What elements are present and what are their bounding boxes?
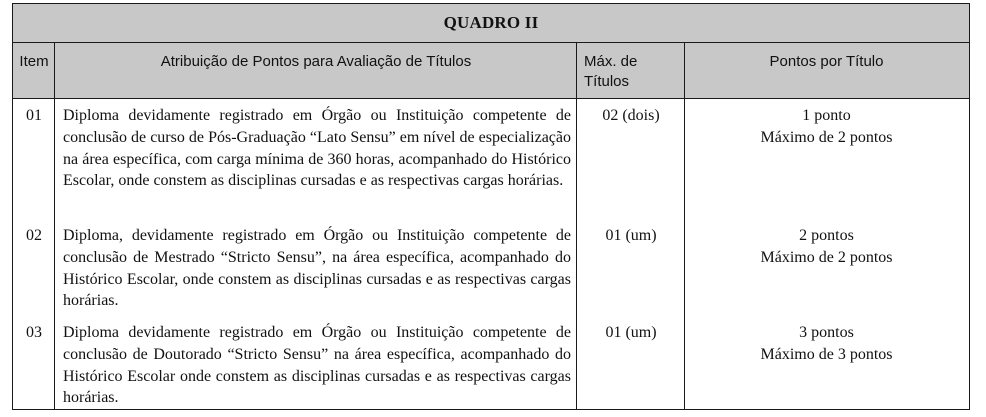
- row-item-number: 03: [26, 324, 42, 341]
- row-points-value: 2 pontos: [799, 227, 854, 244]
- header-max-line1: Máx. de: [584, 53, 638, 70]
- row-item-number: 01: [26, 107, 42, 124]
- row-points-maximum: Máximo de 2 pontos: [760, 248, 893, 266]
- row-points: [685, 322, 968, 366]
- row-points-value: 3 pontos: [799, 324, 854, 341]
- row-max-titles: 01 (um): [605, 227, 657, 244]
- table-title: QUADRO II: [13, 4, 969, 43]
- row-description: Diploma devidamente registrado em Órgão ou Instituição competente de conclusão de curso de Pós-Graduação “Lato Sensu” em nível de especialização na área específica, com carga mínima de 360 horas, acompanhado do Histórico Escolar, onde constem as disciplinas cursadas e as respectivas cargas horárias.: [63, 107, 571, 190]
- row-points: [685, 225, 968, 269]
- row-item-number: 02: [26, 227, 42, 244]
- header-row: [13, 43, 969, 99]
- header-max-titles: [577, 43, 685, 98]
- row-max-titles: 01 (um): [605, 324, 657, 341]
- row-points: [685, 105, 968, 149]
- row-points-maximum: Máximo de 2 pontos: [760, 128, 893, 146]
- header-max-line2: Títulos: [584, 73, 630, 90]
- header-description: Atribuição de Pontos para Avaliação de Títulos: [160, 53, 472, 70]
- row-description: Diploma, devidamente registrado em Órgão ou Instituição competente de conclusão de Mestrado “Stricto Sensu”, na área específica, acompanhado do Histórico Escolar, onde constem as disciplinas cursadas e as respectivas cargas horárias.: [63, 227, 571, 310]
- quadro-table: [12, 3, 970, 410]
- row-points-value: 1 ponto: [802, 107, 851, 124]
- header-item: Item: [19, 53, 49, 70]
- header-points: Pontos por Título: [769, 53, 884, 70]
- row-description: Diploma devidamente registrado em Órgão ou Instituição competente de conclusão de Doutorado “Stricto Sensu” na área específica, acompanhado do Histórico Escolar onde constem as disciplinas cursadas e as respectivas cargas horárias.: [63, 324, 571, 407]
- row-max-titles: 02 (dois): [602, 107, 660, 124]
- row-points-maximum: Máximo de 3 pontos: [760, 345, 893, 363]
